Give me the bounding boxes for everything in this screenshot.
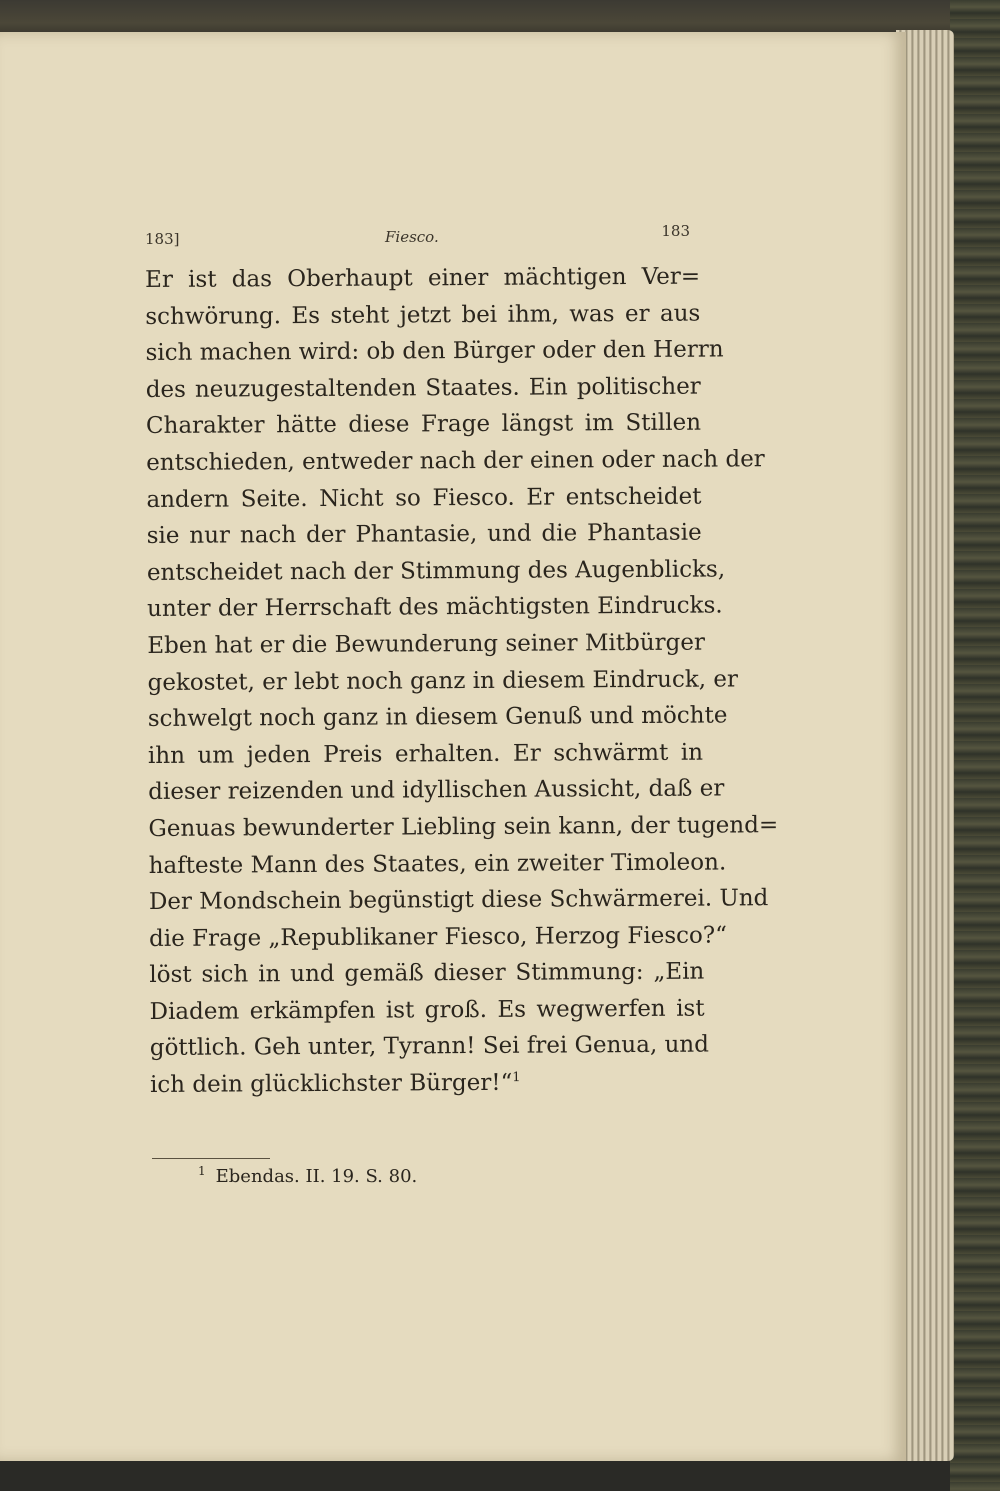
- text-line: schwelgt noch ganz in diesem Genuß und möchte: [147, 702, 728, 733]
- text-line: Charakter hätte diese Frage längst im Stillen: [145, 409, 702, 440]
- footnote-text: Ebendas. II. 19. S. 80.: [215, 1166, 418, 1187]
- text-line: ihn um jeden Preis erhalten. Er schwärmt in: [147, 739, 704, 769]
- text-line: göttlich. Geh unter, Tyrann! Sei frei Genua, und: [149, 1032, 709, 1062]
- last-line-text: ich dein glücklichster Bürger!“: [149, 1069, 513, 1099]
- text-line: hafteste Mann des Staates, ein zweiter Timoleon.: [148, 848, 727, 879]
- text-line: gekostet, er lebt noch ganz in diesem Eindruck, er: [147, 665, 739, 696]
- text-line: entscheidet nach der Stimmung des Augenblicks,: [146, 556, 726, 586]
- text-line: die Frage „Republikaner Fiesco, Herzog Fiesco?“: [149, 922, 727, 952]
- text-line: des neuzugestaltenden Staates. Ein politischer: [145, 373, 701, 403]
- page-number: 183: [661, 222, 690, 240]
- text-line: unter der Herrschaft des mächtigsten Eindrucks.: [147, 592, 723, 623]
- text-line: Der Mondschein begünstigt diese Schwärmerei. Und: [148, 885, 769, 916]
- text-line: andern Seite. Nicht so Fiesco. Er entscheidet: [146, 483, 702, 513]
- text-line: Diadem erkämpfen ist groß. Es wegwerfen ist: [149, 995, 705, 1025]
- body-text: [145, 259, 779, 1104]
- text-line: Genuas bewunderter Liebling sein kann, der tugend=: [148, 812, 779, 842]
- footnote-mark: 1: [198, 1164, 206, 1178]
- text-line: Eben hat er die Bewunderung seiner Mitbürger: [147, 629, 705, 659]
- text-line: entschieden, entweder nach der einen oder nach der: [146, 446, 765, 476]
- footnote: [198, 1164, 417, 1187]
- text-line: sich machen wird: ob den Bürger oder den Herrn: [145, 336, 724, 367]
- running-title: Fiesco.: [385, 228, 439, 246]
- footnote-divider: [152, 1158, 270, 1159]
- book-cover-edge: [950, 0, 1000, 1491]
- text-line: löst sich in und gemäß dieser Stimmung: „Ein: [149, 958, 705, 989]
- text-line: sie nur nach der Phantasie, und die Phantasie: [146, 519, 702, 550]
- footnote-reference: 1: [512, 1070, 521, 1086]
- page-header: [145, 222, 690, 252]
- text-line: schwörung. Es steht jetzt bei ihm, was er aus: [145, 300, 701, 330]
- text-line: Er ist das Oberhaupt einer mächtigen Ver=: [145, 263, 701, 293]
- text-line-last: [150, 1064, 705, 1104]
- text-line: dieser reizenden und idyllischen Aussicht, daß er: [148, 775, 725, 806]
- left-page-ref: 183]: [145, 230, 180, 248]
